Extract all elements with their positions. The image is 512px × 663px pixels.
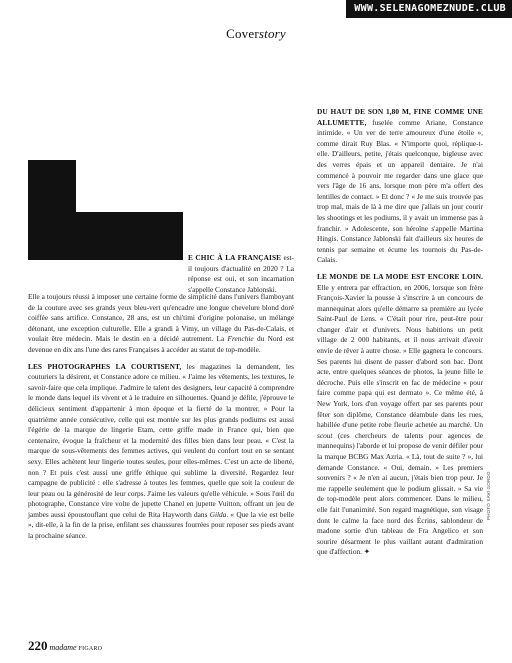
rubric-title [0,26,512,42]
photo-credit: PHOTO XAVI GORDO [486,471,491,520]
intro-heading: E CHIC À LA FRANÇAISE [188,253,282,262]
right-section1-paragraph [317,107,483,266]
left-section-emphasis: Gilda [209,509,227,519]
page-number: 220 [28,638,48,653]
left-section-text-b: . « Que la vie est belle », dit-elle, à la fin de la prise, enfilant ses chaussures fourrées pour reposer ses pieds avant la prochaine séance. [28,509,294,541]
left-body-emphasis: Frenchie [227,334,254,344]
rubric-part-cover: Cover [226,26,259,41]
left-column [28,292,294,542]
intro-text: est-il toujours d'actualité en 2020 ? La réponse est oui, et son incarnation s'appelle Constance Jablonski. [188,253,294,294]
left-section-heading: LES PHOTOGRAPHES LA COURTISENT, [28,361,182,371]
right-column [317,107,483,558]
rubric-part-story: story [258,26,286,41]
left-body-text-1: Elle a toujours réussi à imposer une certaine forme de simplicité dans l'univers flamboyant de la couture avec ses grands yeux bleu-vert qu'encadre une longue chevelure blond doré coiffée sans artifice. Constance, 28 ans, est un chi'timi d'origine polonaise, un mélange détonant, une exception culturelle. Elle a grandi à Vimy, un village du Pas-de-Calais, et voulait être médecin. Mais le destin en a décidé autrement. La [28,292,294,344]
magazine-suffix: FIGARO [78,646,103,652]
left-body-text-2: du Nord est devenue en dix ans l'une des rares Françaises à accéder au statut de top-modèle. [28,334,294,354]
intro-paragraph [188,253,294,295]
right-section2-emphasis: scout [317,430,333,440]
magazine-name: madame [49,643,77,652]
left-section-paragraph [28,362,294,542]
drop-cap-letter-l [28,160,183,260]
left-section-text-a: les magazines la demandent, les couturiers la désirent, et Constance adore ce milieu. « J'aime les vêtements, les textures, le savoir-faire que cela implique. J'admire le talent des designers, leur capacité à comprendre le monde dans lequel ils vivent et à le traduire en silhouettes. Quand je défile, j'éprouve le délicieux sentiment d'appartenir à mon époque et la fierté de la montrer. » Pour la quatrième année consécutive, celle qui est montée sur les plus grands podiums est aussi l'égérie de la marque de lingerie Etam, cette griffe made in France qui, bien que centenaire, évoque la fraîcheur et la modernité des filles bien dans leur peau. « C'est la marque de sous-vêtements des femmes actives, qui veulent du confort tout en se sentant sexy. Elles achètent leur lingerie toutes seules, pour elles-mêmes. C'est un acte de liberté, non ? Et puis c'est aussi une griffe éthique qui sublime la diversité. Regardez leur campagne de publicité : elle s'adresse à toutes les femmes, quelle que soit la couleur de leur peau ou la générosité de leur corps. J'aime les valeurs qu'elle véhicule. » Sous l'œil du photographe, Constance vire volte de jupette Chanel en jupette Vuitton, offrant un jeu de jambes aussi époustouflant que celui de Rita Hayworth dans [28,361,295,519]
left-body-paragraph [28,292,294,356]
page-folio [28,638,102,654]
watermark-banner: WWW.SELENAGOMEZNUDE.CLUB [346,0,512,18]
right-section2-text-a: Elle y entrera par effraction, en 2006, lorsque son frère François-Xavier la pousse à s'inscrire à un concours de mannequinat alors qu'elle démarre sa première au lycée Saint-Paul de Lens. « C'était pour rire, peut-être pour changer d'air et d'univers. Nous habitions un petit village de 2 000 habitants, et il nous arrivait d'avoir envie de rêver à autre chose. » Elle gagnera le concours. Ses parents lui disent de passer d'abord son bac. Dont acte, entre quelques séances de photos, la jeune fille le décroche. Puis elle s'inscrit en fac de médecine « pour faire comme papa qui est dermato ». Ce même été, à New York, lors d'un voyage offert par ses parents pour fêter son diplôme, Constance déambule dans les rues, habillée d'une petite robe fleurie achetée au marché. Un [317,282,483,430]
right-section2-text-b: (ces chercheurs de talents pour agences de mannequins) l'aborde et lui propose de venir défiler pour la marque BCBG Max Azria. « Là, tout de suite ? », lui demande Constance. « Oui, demain. » Les premiers souvenirs ? « Je n'en ai aucun, j'étais bien trop peur. Je me rappelle seulement que le podium glissait. » Sa vie de top-modèle peut alors commencer. Dans le milieu, elle fait l'unanimité. Son regard magnétique, son visage dont le calme la face nord des Écrins, sablondeur de madone sortie d'un tableau de Fra Angelico et son sourire désarment le plus vaillant autant d'admiration que d'affection. ✦ [317,430,483,557]
drop-cap-foot [28,212,183,260]
right-section2-paragraph [317,272,483,558]
right-section2-heading: LE MONDE DE LA MODE EST ENCORE LOIN. [317,271,483,281]
right-section1-heading: DU HAUT DE SON 1,80 M, FINE COMME UNE ALLUMETTE, [317,107,483,127]
right-section1-text: fuselée comme Ariane, Constance intimide. « Un ver de terre amoureux d'une étoile », comme dirait Ruy Blas. « N'importe quoi, réplique-t-elle. D'ailleurs, petite, j'étais quelconque, bigleuse avec des verres épais et un appareil dentaire. Je n'ai commencé à pouvoir me regarder dans une glace que vers l'âge de 16 ans, lorsque mon père m'a offert des lentilles de contact. » Et donc ? « Je me suis trouvée pas trop mal, mais de là à me dire que j'allais un jour courir les shootings et les podiums, il y avait un immense pas à franchir. » Adolescente, son héroïne s'appelle Martina Hingis. Constance Jablonski fait d'ailleurs six heures de tennis par semaine et écume les tournois du Pas-de-Calais. [317,117,483,265]
